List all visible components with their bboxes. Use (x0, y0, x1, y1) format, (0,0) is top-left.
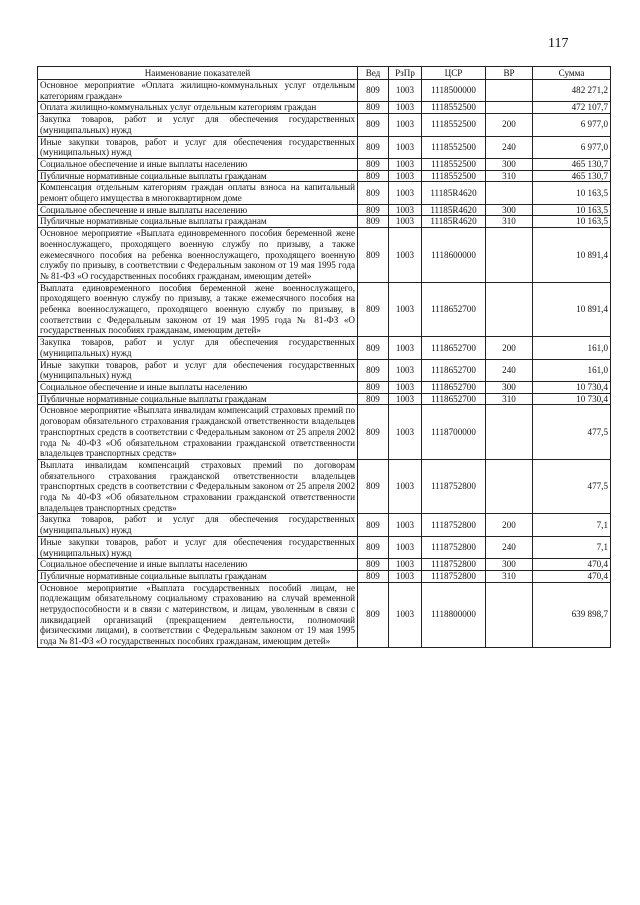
row-csr: 1118752800 (422, 514, 486, 536)
table-row (38, 182, 611, 204)
row-csr: 1118652700 (422, 359, 486, 381)
row-rzpr: 1003 (389, 102, 422, 114)
table-row (38, 405, 611, 460)
row-sum: 10 163,5 (533, 182, 611, 204)
row-rzpr: 1003 (389, 158, 422, 170)
row-csr: 1118652700 (422, 282, 486, 337)
header-csr: ЦСР (422, 67, 486, 80)
row-ved: 809 (358, 337, 389, 359)
row-name: Публичные нормативные социальные выплаты гражданам (38, 570, 358, 582)
row-ved: 809 (358, 459, 389, 514)
table-row (38, 114, 611, 136)
row-vr (486, 405, 533, 460)
row-rzpr: 1003 (389, 170, 422, 182)
row-name: Социальное обеспечение и иные выплаты населению (38, 381, 358, 393)
row-rzpr: 1003 (389, 80, 422, 102)
row-name: Иные закупки товаров, работ и услуг для обеспечения государственных (муниципальных) нужд (38, 536, 358, 558)
row-csr: 1118752800 (422, 559, 486, 571)
row-sum: 470,4 (533, 559, 611, 571)
row-rzpr: 1003 (389, 282, 422, 337)
row-ved: 809 (358, 582, 389, 647)
row-rzpr: 1003 (389, 136, 422, 158)
row-sum: 10 891,4 (533, 282, 611, 337)
row-name: Социальное обеспечение и иные выплаты населению (38, 204, 358, 216)
row-csr: 1118752800 (422, 536, 486, 558)
header-vr: ВР (486, 67, 533, 80)
row-name: Основное мероприятие «Выплата инвалидам компенсаций страховых премий по договорам обязательного страхования гражданской ответственности владельцев транспортных средств в соответствии с Федеральным законом от 25 апреля 2002 года № 40-ФЗ «Об обязательном страховании гражданской ответственности владельцев транспортных средств» (38, 405, 358, 460)
row-csr: 1118552500 (422, 114, 486, 136)
table-row (38, 80, 611, 102)
table-row (38, 570, 611, 582)
row-rzpr: 1003 (389, 514, 422, 536)
row-rzpr: 1003 (389, 393, 422, 405)
page-number: 117 (548, 36, 569, 51)
row-vr: 310 (486, 393, 533, 405)
row-ved: 809 (358, 405, 389, 460)
row-sum: 472 107,7 (533, 102, 611, 114)
table-row (38, 514, 611, 536)
row-name: Закупка товаров, работ и услуг для обеспечения государственных (муниципальных) нужд (38, 114, 358, 136)
row-vr: 300 (486, 204, 533, 216)
row-name: Выплата единовременного пособия беременной жене военнослужащего, проходящего военную службу по призыву, а также ежемесячного пособия на ребенка военнослужащего, проходящего военную службу по призыву, в соответствии с Федеральным законом от 19 мая 1995 года № 81-ФЗ «О государственных пособиях гражданам, имеющим детей» (38, 282, 358, 337)
row-csr: 11185R4620 (422, 216, 486, 228)
row-csr: 1118652700 (422, 393, 486, 405)
table-row (38, 158, 611, 170)
row-vr: 310 (486, 170, 533, 182)
row-rzpr: 1003 (389, 204, 422, 216)
header-sum: Сумма (533, 67, 611, 80)
row-csr: 1118652700 (422, 337, 486, 359)
row-vr (486, 182, 533, 204)
row-name: Выплата инвалидам компенсаций страховых премий по договорам обязательного страхования гражданской ответственности владельцев транспортных средств в соответствии с Федеральным законом от 25 апреля 2002 года № 40-ФЗ «Об обязательном страховании гражданской ответственности владельцев транспортных средств» (38, 459, 358, 514)
row-name: Основное мероприятие «Выплата государственных пособий лицам, не подлежащим обязательному социальному страхованию на случай временной нетрудоспособности и в связи с материнством, и лицам, уволенным в связи с ликвидацией организаций (прекращением деятельности, полномочий физическими лицами), в соответствии с Федеральным законом от 19 мая 1995 года № 81-ФЗ «О государственных пособиях гражданам, имеющим детей» (38, 582, 358, 647)
row-rzpr: 1003 (389, 582, 422, 647)
row-name: Иные закупки товаров, работ и услуг для обеспечения государственных (муниципальных) нужд (38, 136, 358, 158)
row-ved: 809 (358, 514, 389, 536)
row-ved: 809 (358, 216, 389, 228)
row-sum: 482 271,2 (533, 80, 611, 102)
row-csr: 1118552500 (422, 136, 486, 158)
row-ved: 809 (358, 570, 389, 582)
row-csr: 1118552500 (422, 170, 486, 182)
table-row (38, 102, 611, 114)
table-row (38, 536, 611, 558)
row-csr: 1118652700 (422, 381, 486, 393)
row-vr (486, 582, 533, 647)
row-name: Социальное обеспечение и иные выплаты населению (38, 158, 358, 170)
row-sum: 639 898,7 (533, 582, 611, 647)
row-vr (486, 282, 533, 337)
row-ved: 809 (358, 393, 389, 405)
row-rzpr: 1003 (389, 405, 422, 460)
row-csr: 1118700000 (422, 405, 486, 460)
row-vr (486, 102, 533, 114)
row-vr: 240 (486, 136, 533, 158)
row-vr: 310 (486, 570, 533, 582)
row-vr: 300 (486, 559, 533, 571)
row-name: Социальное обеспечение и иные выплаты населению (38, 559, 358, 571)
row-csr: 1118800000 (422, 582, 486, 647)
table-row (38, 170, 611, 182)
row-rzpr: 1003 (389, 337, 422, 359)
table-row (38, 559, 611, 571)
row-name: Публичные нормативные социальные выплаты гражданам (38, 170, 358, 182)
table-header-row (38, 67, 611, 80)
row-ved: 809 (358, 282, 389, 337)
row-name: Закупка товаров, работ и услуг для обеспечения государственных (муниципальных) нужд (38, 514, 358, 536)
header-rzpr: РзПр (389, 67, 422, 80)
row-ved: 809 (358, 559, 389, 571)
table-row (38, 337, 611, 359)
row-csr: 11185R4620 (422, 182, 486, 204)
row-name: Закупка товаров, работ и услуг для обеспечения государственных (муниципальных) нужд (38, 337, 358, 359)
row-sum: 465 130,7 (533, 170, 611, 182)
table-row (38, 282, 611, 337)
row-name: Оплата жилищно-коммунальных услуг отдельным категориям граждан (38, 102, 358, 114)
row-rzpr: 1003 (389, 459, 422, 514)
row-sum: 7,1 (533, 536, 611, 558)
table-row (38, 459, 611, 514)
table-row (38, 216, 611, 228)
row-ved: 809 (358, 359, 389, 381)
row-rzpr: 1003 (389, 536, 422, 558)
table-row (38, 204, 611, 216)
row-ved: 809 (358, 136, 389, 158)
table-row (38, 582, 611, 647)
header-name: Наименование показателей (38, 67, 358, 80)
row-vr: 200 (486, 514, 533, 536)
row-ved: 809 (358, 114, 389, 136)
row-ved: 809 (358, 381, 389, 393)
row-vr: 300 (486, 381, 533, 393)
row-ved: 809 (358, 182, 389, 204)
table-row (38, 359, 611, 381)
row-rzpr: 1003 (389, 381, 422, 393)
row-sum: 470,4 (533, 570, 611, 582)
row-sum: 6 977,0 (533, 114, 611, 136)
header-ved: Вед (358, 67, 389, 80)
row-sum: 10 730,4 (533, 393, 611, 405)
row-csr: 1118752800 (422, 459, 486, 514)
row-sum: 161,0 (533, 337, 611, 359)
row-rzpr: 1003 (389, 559, 422, 571)
row-csr: 1118552500 (422, 158, 486, 170)
row-name: Основное мероприятие «Выплата единовременного пособия беременной жене военнослужащего, проходящего военную службу по призыву, а также ежемесячного пособия на ребенка военнослужащего, проходящего военную службу по призыву, в соответствии с Федеральным законом от 19 мая 1995 года № 81-ФЗ «О государственных пособиях гражданам, имеющим детей» (38, 228, 358, 283)
row-sum: 10 163,5 (533, 216, 611, 228)
row-name: Публичные нормативные социальные выплаты гражданам (38, 393, 358, 405)
row-sum: 477,5 (533, 405, 611, 460)
row-sum: 6 977,0 (533, 136, 611, 158)
row-vr: 240 (486, 359, 533, 381)
row-csr: 1118552500 (422, 102, 486, 114)
row-sum: 10 163,5 (533, 204, 611, 216)
row-ved: 809 (358, 158, 389, 170)
row-ved: 809 (358, 102, 389, 114)
row-vr: 200 (486, 114, 533, 136)
row-csr: 1118752800 (422, 570, 486, 582)
row-csr: 1118500000 (422, 80, 486, 102)
row-rzpr: 1003 (389, 570, 422, 582)
row-name: Публичные нормативные социальные выплаты гражданам (38, 216, 358, 228)
row-sum: 161,0 (533, 359, 611, 381)
budget-table (37, 66, 611, 648)
row-vr: 200 (486, 337, 533, 359)
row-name: Компенсация отдельным категориям граждан оплаты взноса на капитальный ремонт общего имущества в многоквартирном доме (38, 182, 358, 204)
row-ved: 809 (358, 170, 389, 182)
row-ved: 809 (358, 80, 389, 102)
row-vr (486, 459, 533, 514)
row-name: Иные закупки товаров, работ и услуг для обеспечения государственных (муниципальных) нужд (38, 359, 358, 381)
row-vr (486, 228, 533, 283)
row-ved: 809 (358, 228, 389, 283)
row-csr: 1118600000 (422, 228, 486, 283)
row-vr: 240 (486, 536, 533, 558)
row-ved: 809 (358, 536, 389, 558)
row-vr (486, 80, 533, 102)
table-row (38, 228, 611, 283)
row-rzpr: 1003 (389, 359, 422, 381)
row-rzpr: 1003 (389, 216, 422, 228)
row-rzpr: 1003 (389, 182, 422, 204)
table-row (38, 136, 611, 158)
row-sum: 10 730,4 (533, 381, 611, 393)
table-row (38, 393, 611, 405)
row-csr: 11185R4620 (422, 204, 486, 216)
row-rzpr: 1003 (389, 228, 422, 283)
row-sum: 10 891,4 (533, 228, 611, 283)
row-sum: 7,1 (533, 514, 611, 536)
table-row (38, 381, 611, 393)
row-vr: 310 (486, 216, 533, 228)
row-sum: 465 130,7 (533, 158, 611, 170)
row-ved: 809 (358, 204, 389, 216)
row-sum: 477,5 (533, 459, 611, 514)
row-rzpr: 1003 (389, 114, 422, 136)
row-name: Основное мероприятие «Оплата жилищно-коммунальных услуг отдельным категориям граждан» (38, 80, 358, 102)
row-vr: 300 (486, 158, 533, 170)
